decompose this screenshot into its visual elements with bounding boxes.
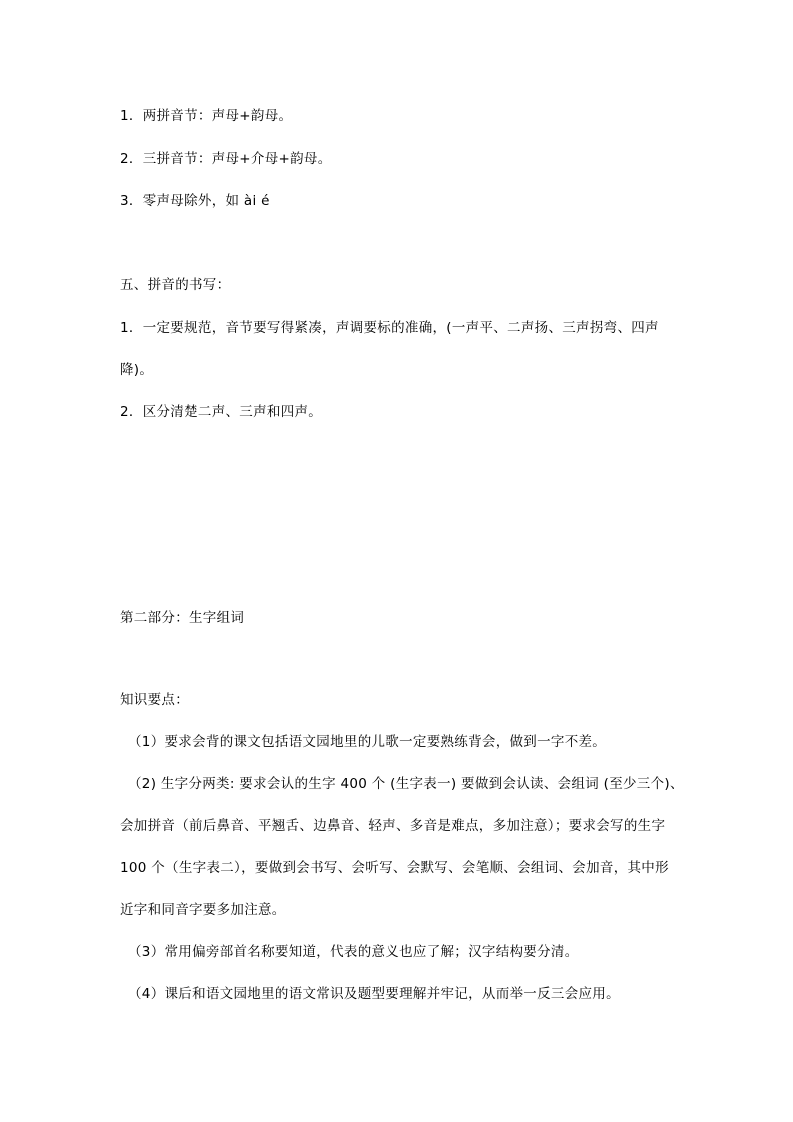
knowledge-point-2-line2: 会加拼音（前后鼻音、平翘舌、边鼻音、轻声、多音是难点，多加注意）；要求会写的生字 (120, 818, 666, 834)
pinyin-writing-item1-line2: 降)。 (120, 362, 154, 378)
knowledge-point-4: （4）课后和语文园地里的语文常识及题型要理解并牢记，从而举一反三会应用。 (128, 986, 620, 1002)
pinyin-writing-heading: 五、拼音的书写： (120, 277, 231, 293)
knowledge-point-2-line3: 100 个（生字表二），要做到会书写、会听写、会默写、会笔顺、会组词、会加音，其中形 (120, 860, 669, 876)
rule-two-part-syllable: 1．两拼音节：声母+韵母。 (120, 108, 293, 124)
knowledge-points-heading: 知识要点： (120, 692, 189, 708)
rule-zero-initial: 3．零声母除外，如 ài é (120, 193, 270, 209)
knowledge-point-2-line4: 近字和同音字要多加注意。 (120, 902, 286, 918)
pinyin-writing-item2: 2．区分清楚二声、三声和四声。 (120, 404, 323, 420)
knowledge-point-3: （3）常用偏旁部首名称要知道，代表的意义也应了解；汉字结构要分清。 (128, 944, 579, 960)
knowledge-point-1: （1）要求会背的课文包括语文园地里的儿歌一定要熟练背会，做到一字不差。 (128, 734, 607, 750)
rule-three-part-syllable: 2．三拼音节：声母+介母+韵母。 (120, 151, 332, 167)
knowledge-point-2-line1: （2) 生字分两类: 要求会认的生字 400 个 (生字表一) 要做到会认读、会组词 (至少三个)、 (128, 776, 684, 792)
part-two-title: 第二部分：生字组词 (120, 610, 245, 626)
pinyin-writing-item1-line1: 1．一定要规范，音节要写得紧凑，声调要标的准确，(一声平、二声扬、三声拐弯、四声 (120, 320, 659, 336)
